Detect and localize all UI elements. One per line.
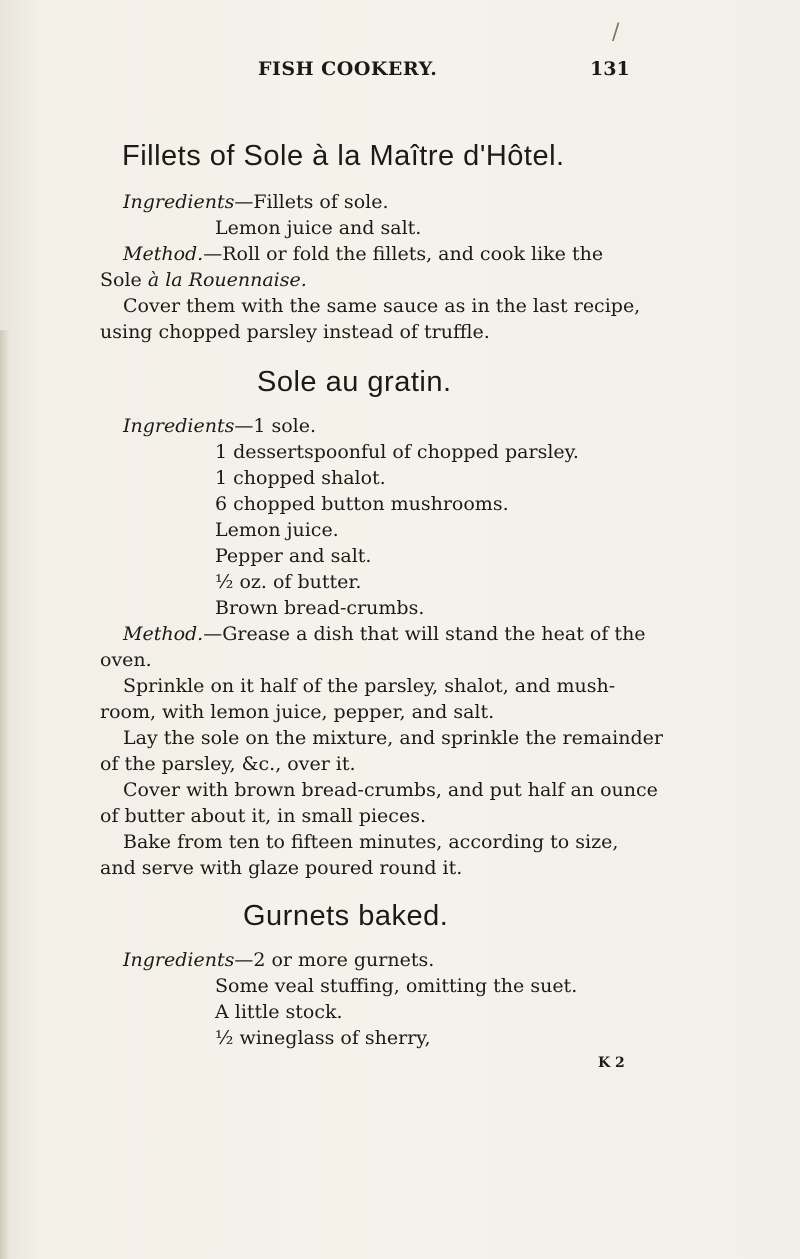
method-line — [123, 622, 646, 646]
method-text: Cover with brown bread-crumbs, and put half an ounce — [123, 779, 658, 801]
method-text: oven. — [100, 649, 152, 671]
method-text: Sprinkle on it half of the parsley, shalot, and mush- — [123, 675, 616, 697]
ingredients-line — [123, 190, 389, 214]
ingredient-item: —1 sole. — [234, 415, 317, 437]
page-number: 131 — [590, 58, 630, 80]
method-line — [123, 242, 603, 266]
page-header — [0, 58, 800, 88]
ingredient-item: ½ oz. of butter. — [215, 571, 362, 593]
ingredients-line — [123, 948, 434, 972]
recipe-title-fillets-of-sole: Fillets of Sole à la Maître d'Hôtel. — [122, 140, 565, 172]
method-text: of butter about it, in small pieces. — [100, 805, 426, 827]
ingredient-item: Brown bread-crumbs. — [215, 597, 425, 619]
ingredient-item: ½ wineglass of sherry, — [215, 1027, 431, 1049]
method-text: Bake from ten to fifteen minutes, according to size, — [123, 831, 619, 853]
ingredients-label: Ingredients — [123, 949, 235, 971]
ingredient-item: 1 chopped shalot. — [215, 467, 386, 489]
ingredient-item: —Fillets of sole. — [234, 191, 389, 213]
method-text: —Grease a dish that will stand the heat of the — [203, 623, 646, 645]
ingredients-label: Ingredients — [123, 191, 235, 213]
ingredients-line — [123, 414, 316, 438]
signature-mark: K 2 — [598, 1055, 625, 1071]
method-line — [100, 268, 307, 292]
method-text: Cover them with the same sauce as in the last recipe, — [123, 295, 641, 317]
running-head: FISH COOKERY. — [258, 58, 438, 80]
method-text: Lay the sole on the mixture, and sprinkle the remainder — [123, 727, 663, 749]
ingredient-item: A little stock. — [215, 1001, 343, 1023]
method-text: room, with lemon juice, pepper, and salt. — [100, 701, 495, 723]
ingredient-item: 6 chopped button mushrooms. — [215, 493, 509, 515]
ingredient-item: Lemon juice. — [215, 519, 339, 541]
ingredients-label: Ingredients — [123, 415, 235, 437]
method-label: Method. — [123, 623, 204, 645]
pencil-mark: / — [612, 20, 620, 45]
method-text-italic: à la Rouennaise. — [147, 269, 307, 291]
method-text: using chopped parsley instead of truffle. — [100, 321, 490, 343]
recipe-title-sole-au-gratin: Sole au gratin. — [257, 366, 452, 398]
ingredient-item: Lemon juice and salt. — [215, 217, 422, 239]
recipe-title-gurnets-baked: Gurnets baked. — [243, 900, 449, 932]
ingredient-item: —2 or more gurnets. — [234, 949, 435, 971]
ingredient-item: Pepper and salt. — [215, 545, 372, 567]
ingredient-item: Some veal stuffing, omitting the suet. — [215, 975, 578, 997]
method-text: of the parsley, &c., over it. — [100, 753, 356, 775]
method-text: Sole — [100, 269, 142, 291]
ingredient-item: 1 dessertspoonful of chopped parsley. — [215, 441, 579, 463]
method-text: and serve with glaze poured round it. — [100, 857, 463, 879]
page-gutter-shadow — [0, 330, 10, 1259]
method-label: Method. — [123, 243, 204, 265]
method-text: —Roll or fold the fillets, and cook like the — [203, 243, 604, 265]
